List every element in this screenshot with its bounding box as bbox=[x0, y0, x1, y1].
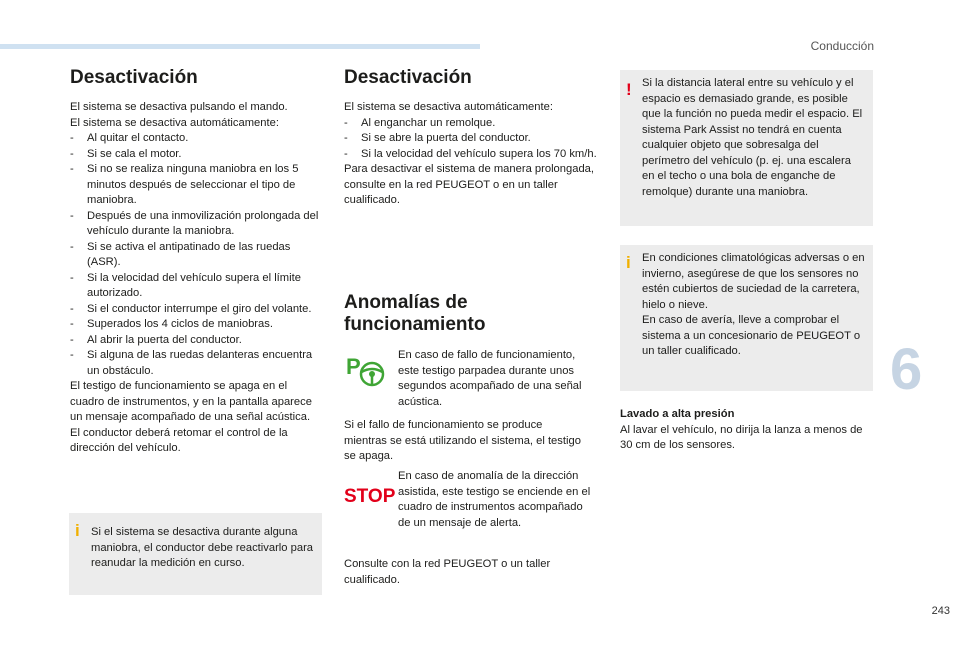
svg-text:P: P bbox=[346, 354, 361, 379]
paragraph: El sistema se desactiva pulsando el mando. bbox=[70, 101, 288, 113]
list-item: - Si el conductor interrumpe el giro del volante. bbox=[70, 302, 312, 315]
list-item: - Si se cala el motor. bbox=[70, 147, 182, 160]
list-item: - Al quitar el contacto. bbox=[70, 132, 189, 144]
wash-title: Lavado a alta presión bbox=[620, 408, 735, 420]
p-icon-text: En caso de fallo de funcionamiento, este testigo parpadea durante unos segundos acompañado de una señal acústica. bbox=[398, 349, 582, 408]
list-item: - Si se abre la puerta del conductor. bbox=[344, 132, 531, 144]
paragraph: El testigo de funcionamiento se apaga en el cuadro de instrumentos, y en la pantalla aparece un mensaje acompañado de una señal acústica. bbox=[70, 380, 312, 423]
list-item: - Si se activa el antipatinado de las ruedas (ASR). bbox=[70, 240, 291, 268]
stop-warning-icon bbox=[344, 483, 396, 507]
list-item: - Si alguna de las ruedas delanteras encuentra un obstáculo. bbox=[70, 349, 313, 377]
park-assist-warning-icon bbox=[344, 352, 386, 388]
warning-note-text: Si la distancia lateral entre su vehículo y el espacio es demasiado grande, es posible que la función no pueda medir el espacio. El sistema Park Assist no tendrá en cuenta cualquier objeto que sobresalga del perímetro del vehículo (p. ej. una escalera en el techo o una bola de enganche de remolque) durante una maniobra. bbox=[642, 77, 863, 198]
svg-text:STOP: STOP bbox=[344, 486, 396, 507]
paragraph: El conductor deberá retomar el control de la dirección del vehículo. bbox=[70, 426, 288, 454]
list-item: - Si la velocidad del vehículo supera los 70 km/h. bbox=[344, 147, 597, 160]
list-item: - Después de una inmovilización prolongada del vehículo durante la maniobra. bbox=[70, 209, 319, 237]
paragraph: El sistema se desactiva automáticamente: bbox=[344, 101, 553, 113]
list-item: - Superados los 4 ciclos de maniobras. bbox=[70, 318, 273, 330]
deactivation-title-2: Desactivación bbox=[344, 67, 472, 88]
info-note-text-2: En condiciones climatológicas adversas o en invierno, asegúrese de que los sensores no estén cubiertos de suciedad de la carretera, hielo o nieve. En caso de avería, lleve a comprobar el sistema a un concesionario de PEUGEOT o un taller cualificado. bbox=[642, 252, 865, 357]
info-note-box-1 bbox=[69, 513, 322, 595]
deactivation-title-1: Desactivación bbox=[70, 67, 198, 88]
deactivation-body-2 bbox=[344, 100, 600, 209]
section-title: Conducción bbox=[810, 39, 874, 53]
header-bar bbox=[0, 44, 480, 49]
list-item: - Si la velocidad del vehículo supera el límite autorizado. bbox=[70, 271, 301, 299]
chapter-number: 6 bbox=[890, 337, 923, 402]
paragraph: El sistema se desactiva automáticamente: bbox=[70, 116, 279, 129]
malfunction-text: Si el fallo de funcionamiento se produce mientras se está utilizando el sistema, el testigo se apaga. bbox=[344, 419, 581, 462]
list-item: - Al enganchar un remolque. bbox=[344, 116, 496, 129]
info-note-text: Si el sistema se desactiva durante alguna maniobra, el conductor debe reactivarlo para reanudar la medición en curso. bbox=[91, 526, 314, 569]
info-icon: i bbox=[626, 253, 631, 272]
anomalies-title: Anomalías de funcionamiento bbox=[344, 292, 486, 335]
stop-icon-text: En caso de anomalía de la dirección asistida, este testigo se enciende en el cuadro de instrumentos acompañado de un mensaje de alerta. bbox=[398, 470, 591, 529]
high-pressure-wash bbox=[620, 407, 873, 454]
warning-note-box bbox=[620, 70, 873, 226]
list-item: - Al abrir la puerta del conductor. bbox=[70, 333, 242, 346]
paragraph: Para desactivar el sistema de manera prolongada, consulte en la red PEUGEOT o en un taller cualificado. bbox=[344, 163, 594, 206]
info-note-box-2 bbox=[620, 245, 873, 391]
info-icon: i bbox=[75, 521, 80, 540]
page-number: 243 bbox=[931, 605, 950, 617]
wash-text: Al lavar el vehículo, no dirija la lanza a menos de 30 cm de los sensores. bbox=[620, 423, 863, 451]
deactivation-body-1 bbox=[70, 100, 324, 457]
consult-text: Consulte con la red PEUGEOT o un taller cualificado. bbox=[344, 558, 551, 586]
warning-icon: ! bbox=[626, 80, 632, 99]
list-item: - Si no se realiza ninguna maniobra en los 5 minutos después de seleccionar el tipo de maniobra. bbox=[70, 163, 299, 206]
